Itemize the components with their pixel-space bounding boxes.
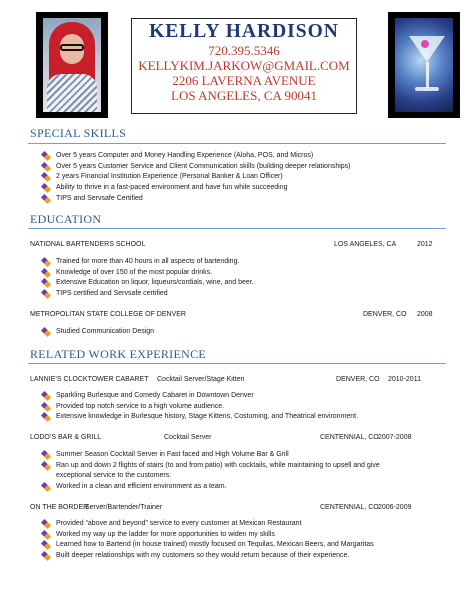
job-details-list [40,450,416,493]
street-address: 2206 LAVERNA AVENUE [172,73,316,88]
job-details-list [40,519,374,562]
bullet-icon [42,173,51,181]
list-item: 2 years Financial Institution Experience (Personal Banker & Loan Officer) [40,172,351,183]
employer-name: LANNIE’S CLOCKTOWER CABARET [30,376,149,383]
job-role: Cocktail Server [164,434,212,441]
list-item: Trained for more than 40 hours in all aspects of bartending. [40,257,254,268]
bullet-icon [42,552,51,560]
education-details-list [40,257,254,300]
employer-name: LODO’S BAR & GRILL [30,434,102,441]
bullet-icon [42,451,51,459]
bullet-icon [42,483,51,491]
job-location: CENTENNIAL, CO [320,504,379,511]
section-divider [28,363,446,364]
bullet-icon [42,392,51,400]
phone-number: 720.395.5346 [208,43,280,58]
list-item: Worked my way up the ladder for more opportunities to widen my skills [40,530,374,541]
list-item: Provided “above and beyond” service to every customer at Mexican Restaurant [40,519,374,530]
job-entry-header [30,433,436,443]
list-item: Learned how to Bartend (in house trained) mostly focused on Tequilas, Mexican Beers, and Margaritas [40,540,374,551]
school-location: LOS ANGELES, CA [334,241,397,248]
job-role: Cocktail Server/Stage Kitten [157,376,245,383]
list-item: Summer Season Cocktail Server in Fast faced and High Volume Bar & Grill [40,450,416,461]
bullet-icon [42,290,51,298]
bullet-icon [42,520,51,528]
section-divider [28,228,446,229]
job-entry-header [30,375,436,385]
list-item: Studied Communication Design [40,327,154,338]
bullet-icon [42,279,51,287]
school-location: DENVER, CO [363,311,407,318]
section-title-work-experience: RELATED WORK EXPERIENCE [30,347,207,361]
list-item: TIPS certified and Servsafe certified [40,289,254,300]
job-dates: 2010-2011 [388,376,421,383]
school-year: 2008 [417,311,433,318]
bullet-icon [42,413,51,421]
job-role: Server/Bartender/Trainer [85,504,163,511]
applicant-name: KELLY HARDISON [149,21,339,42]
list-item: Over 5 years Customer Service and Client Communication skills (building deeper relationships) [40,162,351,173]
bullet-icon [42,403,51,411]
list-item: Sparkling Burlesque and Comedy Cabaret in Downtown Denver [40,391,358,402]
school-name: NATIONAL BARTENDERS SCHOOL [30,241,146,248]
list-item: Worked in a clean and efficient environment as a team. [40,482,416,493]
portrait-image [43,18,101,112]
list-item: Ability to thrive in a fast-paced environment and have fun while succeeding [40,183,351,194]
bullet-icon [42,258,51,266]
education-details-list [40,327,154,338]
bullet-icon [42,184,51,192]
list-item: Extensive Education on liquor, liqueurs/cordials, wine, and beer. [40,278,254,289]
cocktail-photo [388,12,460,118]
list-item: Knowledge of over 150 of the most popular drinks. [40,268,254,279]
section-divider [28,143,446,144]
cocktail-glass-image [395,18,453,112]
job-dates: 2007-2008 [378,434,412,441]
bullet-icon [42,328,51,336]
profile-photo [36,12,108,118]
bullet-icon [42,531,51,539]
section-title-education: EDUCATION [30,212,102,226]
job-location: CENTENNIAL, CO [320,434,379,441]
email-address: KELLYKIM.JARKOW@GMAIL.COM [138,58,350,73]
contact-header [131,18,357,114]
list-item: TIPS and Servsafe Certified [40,194,351,205]
school-year: 2012 [417,241,433,248]
section-title-special-skills: SPECIAL SKILLS [30,126,127,140]
list-item: Built deeper relationships with my customers so they would return because of their experience. [40,551,374,562]
bullet-icon [42,541,51,549]
employer-name: ON THE BORDER [30,504,89,511]
skills-list [40,151,351,205]
job-dates: 2006-2009 [378,504,412,511]
bullet-icon [42,269,51,277]
list-item: Extensive knowledge in Burlesque history, Stage Kittens, Costuming, and Theatrical environment. [40,412,358,423]
bullet-icon [42,195,51,203]
bullet-icon [42,462,51,470]
job-details-list [40,391,358,423]
bullet-icon [42,163,51,171]
list-item: Over 5 years Computer and Money Handling Experience (Aloha, POS, and Micros) [40,151,351,162]
education-entry-header [30,310,436,320]
city-address: LOS ANGELES, CA 90041 [171,88,317,103]
job-entry-header [30,503,436,513]
bullet-icon [42,152,51,160]
education-entry-header [30,240,436,250]
list-item: Ran up and down 2 flights of stairs (to and from patio) with cocktails, while maintaining to upsell and give exceptional service to the customers. [40,461,416,482]
school-name: METROPOLITAN STATE COLLEGE OF DENVER [30,311,186,318]
job-location: DENVER, CO [336,376,380,383]
list-item: Provided top notch service to a high volume audience. [40,402,358,413]
